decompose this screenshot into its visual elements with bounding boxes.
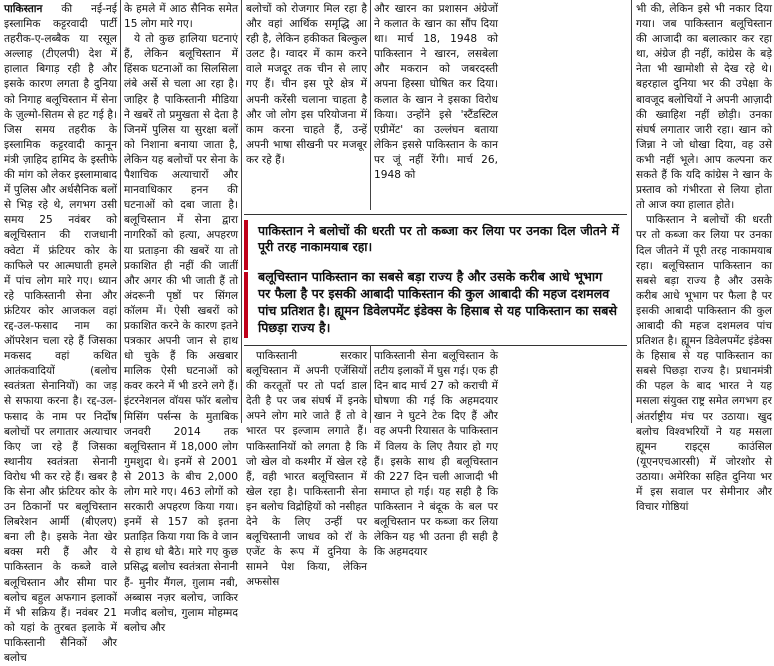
paragraph: के हमले में आठ सैनिक समेत 15 लोग मारे गए। [124,3,238,31]
pull-quote-lead: पाकिस्तान ने बलोचों की धरती पर तो कब्जा कर लिया पर उनका दिल जीतने में पूरी तरह नाकामयाब रहा। [258,223,619,254]
column-divider [370,0,371,210]
paragraph: बलोचों को रोजगार मिल रहा है और वहां आर्थिक समृद्धि आ रही है, लेकिन हकीकत बिल्कुल उलट है। ग्वादर में काम करने वाले मजदूर तक चीन से लाए गए हैं। चीन इस पूरे क्षेत्र में अपनी करेंसी चलाना चाहता है और जो लोग इस परियोजना में काम करना चाहते हैं, उन्हें अपनी भाषा सीखनी पर मजबूर कर रहे हैं। [246,3,367,166]
paragraph: और खारन का प्रशासन अंग्रेजों ने कलात के खान का सौंप दिया था। मार्च 18, 1948 को पाकिस्तान ने खारन, लसबेला और मकरान को जबरदस्ती अपना हिस्सा घोषित कर दिया। कलात के खान ने इसका विरोध किया। उन्होंने इसे 'स्टैंडस्टिल एग्रीमेंट' का उल्लंघन बताया लेकिन इससे पाकिस्तान के कान पर जूं नहीं रेंगी। मार्च 26, 1948 को [374,3,498,182]
paragraph [4,2,117,666]
article-column-4-top [374,2,498,208]
article-column-3-bottom [246,349,367,589]
article-column-5 [636,2,772,514]
paragraph: पाकिस्तानी सेना बलूचिस्तान के तटीय इलाकों में घुस गई। एक ही दिन बाद मार्च 27 को कराची में घोषणा की गई कि अहमदयार खान ने घुटने टेक दिए हैं और वह अपनी रियासत के पाकिस्तान में विलय के लिए तैयार हो गए हैं। इसके साथ ही बलूचिस्तान की 227 दिन चली आजादी भी समाप्त हो गई। यह सही है कि पाकिस्तान ने बंदूक के बल पर बलूचिस्तान पर कब्जा कर लिया लेकिन यह भी उतना ही सही है कि अहमदयार [374,350,498,559]
column-divider [120,0,121,423]
column-divider [631,0,632,423]
article-column-4-bottom [374,349,498,559]
paragraph: भी की, लेकिन इसे भी नकार दिया गया। जब पाकिस्तान बलूचिस्तान की आजादी का बलात्कार कर रहा था, अंग्रेज ही नहीं, कांग्रेस के बड़े नेता भी खामोशी से देख रहे थे। बहरहाल दुनिया भर की उपेक्षा के बावजूद बलोचियों ने अपनी आज़ादी की ख्वाहिश नहीं छोड़ी। उनका संघर्ष लगातार जारी रहा। खान को जिन्ना ने जो धोखा दिया, वह उसे कभी नहीं भूले। आप कल्पना कर सकते हैं कि यदि कांग्रेस ने खान के प्रस्ताव को गंभीरता से लिया होता तो आज क्या हालात होते। [636,3,772,212]
pull-quote-accent [244,272,248,338]
paragraph: ये तो कुछ हालिया घटनाएं हैं, लेकिन बलूचिस्तान में हिंसक घटनाओं का सिलसिला लंबे अर्से से चला आ रहा है। जाहिर है पाकिस्तानी मीडिया ने खबरें तो प्रमुखता से देता है जिनमें पुलिस या सुरक्षा बलों को निशाना बनाया जाता है, लेकिन यह बलोचों पर सेना के पैशाचिक अत्याचारों और मानवाधिकार हनन की घटनाओं को दबा जाता है। बलूचिस्तान में सेना द्वारा नागरिकों को हत्या, अपहरण या प्रताड़ना की खबरें या तो प्रकाशित ही नहीं की जातीं और अगर की भी जाती हैं तो अंदरूनी पृष्ठों पर सिंगल कॉलम में। ऐसी खबरों को प्रकाशित करने के कारण इतने पत्रकार अपनी जान से हाथ धो चुके हैं कि अखबार मालिक ऐसी घटनाओं को कवर करने में भी डरने लगे हैं। इंटरनेशनल वॉयस फॉर बलोच मिसिंग पर्सन्स के मुताबिक जनवरी 2014 तक बलूचिस्तान में 18,000 लोग गुमशुदा थे। इनमें से 2001 से 2013 के बीच 2,000 लोग मारे गए। 463 लोगों को सरकारी अपहरण किया गया। इनमें से 157 को इतना प्रताड़ित किया गया कि वे जान से हाथ धो बैठे। मारे गए कुछ प्रसिद्ध बलोच स्वतंत्रता सेनानी हैं- मुनीर मैंगल, ग़ुलाम नबी, अब्बास नज़र बलोच, जाकिर मजीद बलोच, गुलाम मोहम्मद बलोच और [124,33,238,634]
paragraph-text: की नई-नई इस्लामिक कट्टरवादी पार्टी तहरीक-ए-लब्बैक या रसूल अल्लाह (टीएलपी) देश में हालात बिगाड़ रही है और इसके कारण लगता है दुनिया को निगाह बलूचिस्तान में सेना के ज़ुल्मो-सितम से हट गई है। जिस समय तहरीक के इस्लामिक कट्टरवादी कानून मंत्री ज़ाहिद हामिद के इस्तीफे की मांग को लेकर इस्लामाबाद में पुलिस और अर्धसैनिक बलों से भिड़ रहे थे, लगभग उसी समय 25 नवंबर को बलूचिस्तान की राजधानी क्वेटा में फ्रंटियर कोर के काफिले पर आत्मघाती हमले में पांच लोग मारे गए। ध्यान रहे पाकिस्तानी सेना और फ्रंटियर कोर आजकल वहां रद्द-उल-फसाद नाम का ऑपरेशन चला रहे हैं जिसका मकसद वहां कथित आतंकवादियों (बलोच स्वतंत्रता सेनानियों) का जड़ से सफाया करना है। रद्द-उल-फसाद के नाम पर निर्दोष बलोचों पर लगातार अत्याचार किए जा रहे हैं जिसका स्थानीय स्वतंत्रता सेनानी विरोध भी कर रहे हैं। खबर है कि सेना और फ्रंटियर कोर के उन ठिकानों पर बलूचिस्तान लिबरेशन आर्मी (बीएलए) बना ली है। इसके नेता खेर बक्स मरी हैं और ये पाकिस्तान के कब्जे वाले बलूचिस्तान और सीमा पार बलोच बहुल अफगान इलाकों में भी सक्रिय हैं। नवंबर 21 को यहां के तुरबत इलाके में पाकिस्तानी सैनिकों और बलोच [4,3,118,665]
article-column-3-top [246,2,367,208]
lead-word: पाकिस्तान [4,3,43,15]
article-column-2 [124,2,238,634]
column-divider [241,0,242,423]
paragraph: पाकिस्तान ने बलोचों की धरती पर तो कब्जा कर लिया पर उनका दिल जीतने में पूरी तरह नाकामयाब रहा। बलूचिस्तान पाकिस्तान का सबसे बड़ा राज्य है और उसके करीब आधे भूभाग पर फैला है पर इसकी आबादी पाकिस्तान की कुल आबादी की महज दशमलव पांच प्रतिशत है। ह्यूमन डिवेलपमेंट इंडेक्स के हिसाब से यह पाकिस्तान का सबसे पिछड़ा राज्य है। प्रधानमंत्री की पहल के बाद भारत ने यह मसला संयुक्त राष्ट्र समेत लगभग हर अंतर्राष्ट्रीय मंच पर उठाया। खुद बलोच विश्वभरियों ने यह मसला ह्यूमन राइट्स काउंसिल (यूएनएचआरसी) में जोरशोर से उठाया। अमेरिका सहित दुनिया भर में इस सवाल पर सेमीनार और विचार गोष्ठियां [636,214,772,514]
column-divider [370,345,371,423]
paragraph: पाकिस्तानी सरकार बलूचिस्तान में अपनी एजेंसियों की करतूतों पर तो पर्दा डाल देती है पर जब संघर्ष में इनके अपने लोग मारे जाते हैं तो वे भारत पर इल्जाम लगाते हैं। पाकिस्तानियों को लगता है कि जो खेल वो कश्मीर में खेल रहे हैं, वही भारत बलूचिस्तान में खेल रहा है। पाकिस्तानी सेना इन बलोच विद्रोहियों को नसीहत देने के लिए उन्हीं पर बलूचिस्तानी जाधव को रॉ के एजेंट के रूप में दुनिया के सामने पेश किया, लेकिन अफसोस [246,350,367,589]
pull-quote-accent [244,220,248,270]
pull-quote-body: बलूचिस्तान पाकिस्तान का सबसे बड़ा राज्य है और उसके करीब आधे भूभाग पर फैला है पर इसकी आबादी पाकिस्तान की कुल आबादी की महज दशमलव पांच प्रतिशत है। ह्यूमन डिवेलपमेंट इंडेक्स के हिसाब से यह पाकिस्तान का सबसे पिछड़ा राज्य है। [258,269,617,335]
article-column-1 [4,2,118,665]
